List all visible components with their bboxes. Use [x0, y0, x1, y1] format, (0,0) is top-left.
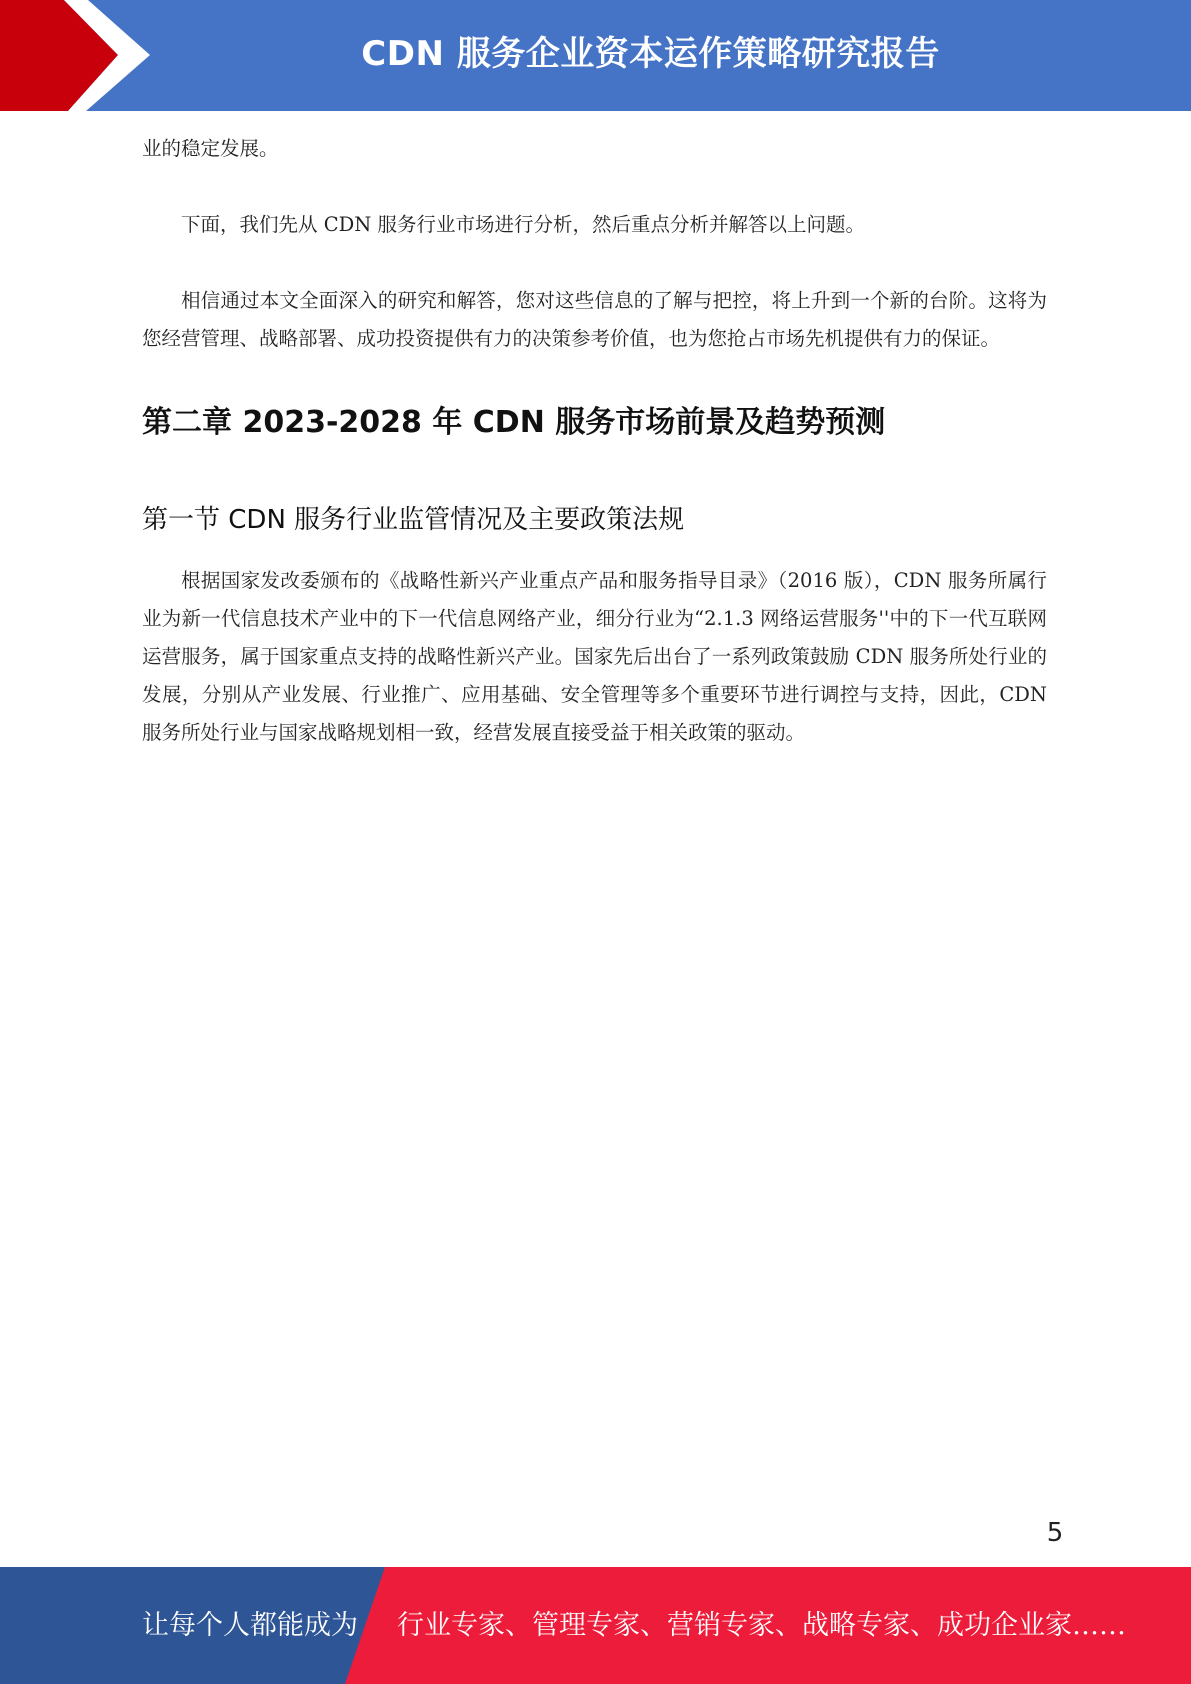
footer-slogan-right: 行业专家、管理专家、营销专家、战略专家、成功企业家…… [397, 1610, 1126, 1641]
page-number: 5 [1046, 1518, 1064, 1548]
paragraph-policy: 根据国家发改委颁布的《战略性新兴产业重点产品和服务指导目录》（2016 版），CDN 服务所属行业为新一代信息技术产业中的下一代信息网络产业，细分行业为“2.1.3 网络运营服务''中的下一代互联网运营服务，属于国家重点支持的战略性新兴产业。国家先后出台了一系列政策鼓励 CDN 服务所处行业的发展，分别从产业发展、行业推广、应用基础、安全管理等多个重要环节进行调控与支持，因此，CDN 服务所处行业与国家战略规划相一致，经营发展直接受益于相关政策的驱动。 [142, 569, 1047, 744]
paragraph-continuation: 业的稳定发展。 [142, 137, 279, 160]
paragraph-value: 相信通过本文全面深入的研究和解答，您对这些信息的了解与把控，将上升到一个新的台阶。这将为您经营管理、战略部署、成功投资提供有力的决策参考价值，也为您抢占市场先机提供有力的保证。 [142, 289, 1047, 350]
document-title: CDN 服务企业资本运作策略研究报告 [361, 34, 940, 74]
section-heading: 第一节 CDN 服务行业监管情况及主要政策法规 [142, 505, 685, 535]
footer-slogan-left: 让每个人都能成为 [142, 1610, 358, 1641]
chapter-heading: 第二章 2023-2028 年 CDN 服务市场前景及趋势预测 [142, 405, 886, 440]
header-chevron-decoration [0, 0, 160, 111]
header-banner [0, 0, 1191, 111]
page-content [142, 130, 1047, 752]
footer-banner [0, 1567, 1191, 1684]
paragraph-intro: 下面，我们先从 CDN 服务行业市场进行分析，然后重点分析并解答以上问题。 [181, 213, 866, 236]
